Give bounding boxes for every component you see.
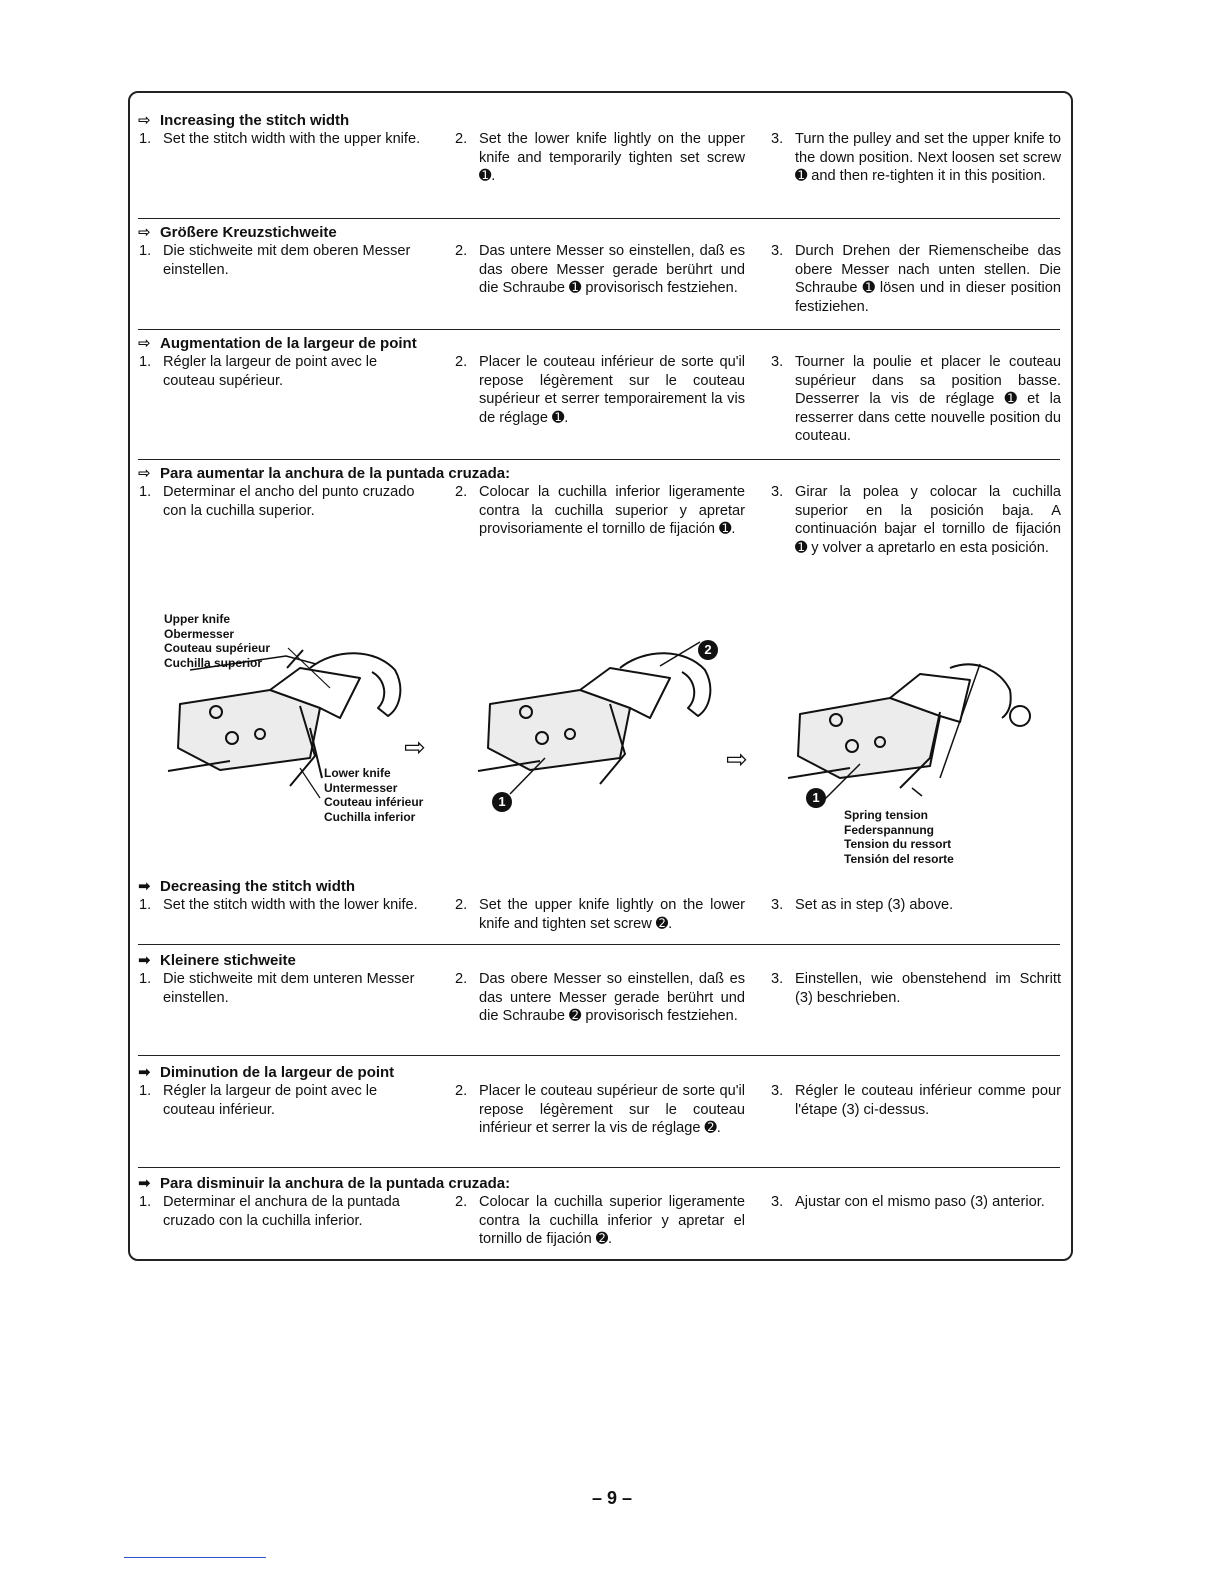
step-3: 3. Tourner la poulie et placer le couteau supérieur dans sa position basse. Desserrer la vis de réglage ➊ et la resserrer dans cette nouvelle position du couteau. <box>771 354 1061 445</box>
step-1: 1. Determinar el ancho del punto cruzado con la cuchilla superior. <box>139 484 415 519</box>
section-decrease-de <box>138 952 1060 1056</box>
section-heading: ➡ Decreasing the stitch width <box>138 878 356 895</box>
upper-knife-label: Upper knife Obermesser Couteau supérieur Cuchilla superior <box>164 612 271 671</box>
step-3: 3. Ajustar con el mismo paso (3) anterior. <box>771 1194 1045 1210</box>
heading-text: Increasing the stitch width <box>160 112 350 129</box>
outline-arrow-icon: ⇨ <box>138 465 151 482</box>
section-decrease-es <box>138 1175 1060 1255</box>
step-arrow-icon: ⇨ <box>404 732 426 762</box>
section-heading: ➡ Kleinere stichweite <box>138 952 296 969</box>
step-3: 3. Turn the pulley and set the upper knife to the down position. Next loosen set screw ➊ and then re-tighten it in this position. <box>771 131 1061 185</box>
step-1: 1. Régler la largeur de point avec le couteau supérieur. <box>139 354 378 389</box>
step-3: 3. Girar la polea y colocar la cuchilla superior en la posición baja. A continuación bajar el tornillo de fijación ➊ y volver a apretarlo en esta posición. <box>771 484 1061 556</box>
section-heading: ➡ Para disminuir la anchura de la puntada cruzada: <box>138 1175 511 1192</box>
page-number: – 9 – <box>591 1488 633 1508</box>
section-heading: ⇨ Größere Kreuzstichweite <box>138 224 337 241</box>
step-arrow-icon: ⇨ <box>726 744 748 774</box>
outline-arrow-icon: ⇨ <box>138 335 151 352</box>
step-3: 3. Régler le couteau inférieur comme pour l'étape (3) ci-dessus. <box>771 1083 1061 1118</box>
step-3: 3. Einstellen, wie obenstehend im Schritt (3) beschrieben. <box>771 971 1061 1006</box>
section-increase-en <box>138 112 1060 219</box>
section-increase-de <box>138 224 1060 330</box>
step-2: 2. Das obere Messer so einstellen, daß es das untere Messer gerade berührt und die Schraube ➋ provisorisch festziehen. <box>455 971 745 1025</box>
screw-1-marker: 1 <box>806 788 826 808</box>
section-decrease-fr <box>138 1064 1060 1168</box>
step-2: 2. Colocar la cuchilla superior ligeramente contra la cuchilla inferior y apretar el tornillo de fijación ➋. <box>455 1194 745 1248</box>
footer-rule <box>124 1557 266 1558</box>
solid-arrow-icon: ➡ <box>138 1175 151 1192</box>
step-1: 1. Régler la largeur de point avec le couteau inférieur. <box>139 1083 378 1118</box>
screw-1-marker: 1 <box>492 792 512 812</box>
section-decrease-en <box>138 878 1060 945</box>
lower-knife-label: Lower knife Untermesser Couteau inférieur Cuchilla inferior <box>324 766 424 825</box>
step-3: 3. Durch Drehen der Riemenscheibe das obere Messer nach unten stellen. Die Schraube ➊ lösen und in dieser position festiziehen. <box>771 243 1061 315</box>
solid-arrow-icon: ➡ <box>138 952 151 969</box>
step-2: 2. Colocar la cuchilla inferior ligeramente contra la cuchilla superior y apretar provisoriamente el tornillo de fijación ➊. <box>455 484 745 538</box>
spring-tension-label: Spring tension Federspannung Tension du ressort Tensión del resorte <box>844 808 954 867</box>
step-1: 1. Determinar el anchura de la puntada cruzado con la cuchilla inferior. <box>139 1194 400 1229</box>
step-2: 2. Placer le couteau supérieur de sorte qu'il repose légèrement sur le couteau inférieur et serrer la vis de réglage ➋. <box>455 1083 745 1137</box>
section-increase-es <box>138 465 1060 585</box>
step-1: 1. Set the stitch width with the upper knife. <box>139 131 421 147</box>
screw-2-marker: 2 <box>698 640 718 660</box>
step-1: 1. Set the stitch width with the lower knife. <box>139 897 418 913</box>
step-2: 2. Placer le couteau inférieur de sorte qu'il repose légèrement sur le couteau supérieur et serrer temporairement la vis de réglage ➊. <box>455 354 745 426</box>
section-heading: ⇨ Augmentation de la largeur de point <box>138 335 417 352</box>
step-2: 2. Das untere Messer so einstellen, daß es das obere Messer gerade berührt und die Schraube ➊ provisorisch festziehen. <box>455 243 745 297</box>
step-2: 2. Set the upper knife lightly on the lower knife and tighten set screw ➋. <box>455 897 745 932</box>
section-heading: ➡ Diminution de la largeur de point <box>138 1064 395 1081</box>
section-increase-fr <box>138 335 1060 460</box>
knife-adjustment-illustration <box>160 608 1070 880</box>
step-1: 1. Die stichweite mit dem oberen Messer einstellen. <box>139 243 411 278</box>
step-1: 1. Die stichweite mit dem unteren Messer einstellen. <box>139 971 415 1006</box>
step-2: 2. Set the lower knife lightly on the upper knife and temporarily tighten set screw ➊. <box>455 131 745 185</box>
solid-arrow-icon: ➡ <box>138 1064 151 1081</box>
outline-arrow-icon: ⇨ <box>138 224 151 241</box>
outline-arrow-icon: ⇨ <box>138 112 151 129</box>
section-heading <box>138 112 1060 130</box>
section-heading: ⇨ Para aumentar la anchura de la puntada cruzada: <box>138 465 511 482</box>
solid-arrow-icon: ➡ <box>138 878 151 895</box>
step-3: 3. Set as in step (3) above. <box>771 897 954 913</box>
